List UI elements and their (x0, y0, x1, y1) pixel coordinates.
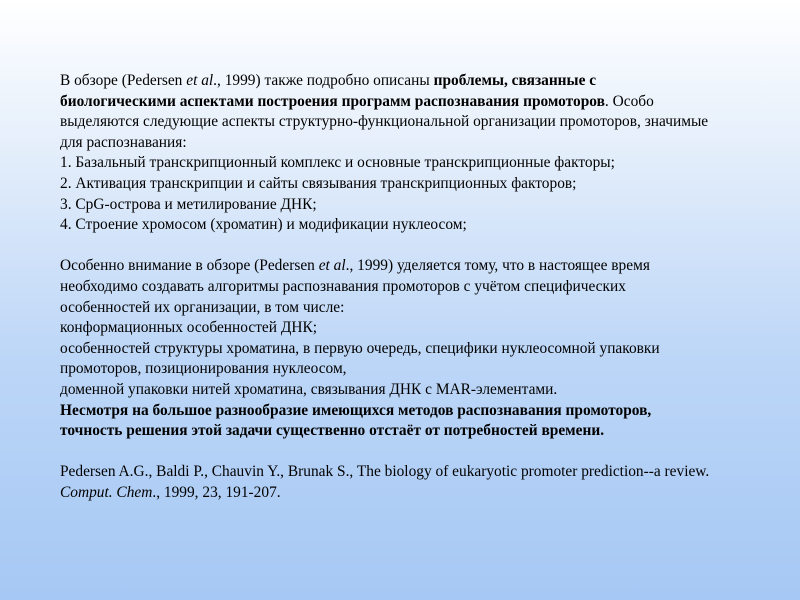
et-al-italic: et al (318, 257, 346, 275)
para1-text-osobo: . Особо (604, 92, 654, 110)
para2-line5: особенностей структуры хроматина, в первую очередь, специфики нуклеосомной упаковки (60, 339, 660, 357)
para1-bold-phrase-end: биологическими аспектами построения программ распознавания промоторов (60, 92, 605, 110)
para1-line3: выделяются следующие аспекты структурно-функциональной организации промоторов, значимые (60, 113, 709, 131)
conclusion-bold-line1: Несмотря на большое разнообразие имеющихся методов распознавания промоторов, (60, 401, 652, 419)
et-al-italic: et al (186, 72, 214, 89)
reference-line2 (60, 483, 795, 504)
list-item-2: 2. Активация транскрипции и сайты связывания транскрипционных факторов; (60, 174, 577, 192)
para1-line4: для распознавания: (60, 133, 187, 151)
list-item-3: 3. CpG-острова и метилирование ДНК; (60, 195, 317, 213)
reference-details: ., 1999, 23, 191-207. (152, 483, 281, 501)
para2-line7: доменной упаковки нитей хроматина, связывания ДНК с MAR-элементами. (60, 380, 558, 398)
slide-text-body (60, 71, 795, 503)
para2-line6: промоторов, позиционирования нуклеосом, (60, 360, 347, 378)
para2-line2: необходимо создавать алгоритмы распознавания промоторов с учётом специфических (60, 277, 626, 295)
list-item-4: 4. Строение хромосом (хроматин) и модификации нуклеосом; (60, 216, 467, 234)
para1-bold-phrase-start: проблемы, связанные с (433, 72, 597, 89)
journal-name-italic: Comput. Chem (60, 483, 153, 501)
para2-line3: особенностей их организации, в том числе: (60, 298, 345, 316)
para1-text-mid: ., 1999) также подробно описаны (213, 72, 434, 89)
list-item-1: 1. Базальный транскрипционный комплекс и основные транскрипционные факторы; (60, 154, 615, 172)
paragraph-gap (60, 236, 795, 257)
paragraph-gap (60, 442, 795, 463)
para1-text-start: В обзоре (Pedersen (60, 72, 187, 89)
reference-line1: Pedersen A.G., Baldi P., Chauvin Y., Brunak S., The biology of eukaryotic promoter prediction--a review. (60, 463, 710, 481)
para1-line2 (60, 92, 795, 113)
para2-line4: конформационных особенностей ДНК; (60, 319, 317, 337)
para2-text-end: ., 1999) уделяется тому, что в настоящее время (345, 257, 650, 275)
para1-line1 (60, 71, 795, 92)
para2-line1 (60, 256, 795, 277)
conclusion-bold-line2: точность решения этой задачи существенно отстаёт от потребностей времени. (60, 422, 605, 440)
para2-text-start: Особенно внимание в обзоре (Pedersen (60, 257, 319, 275)
